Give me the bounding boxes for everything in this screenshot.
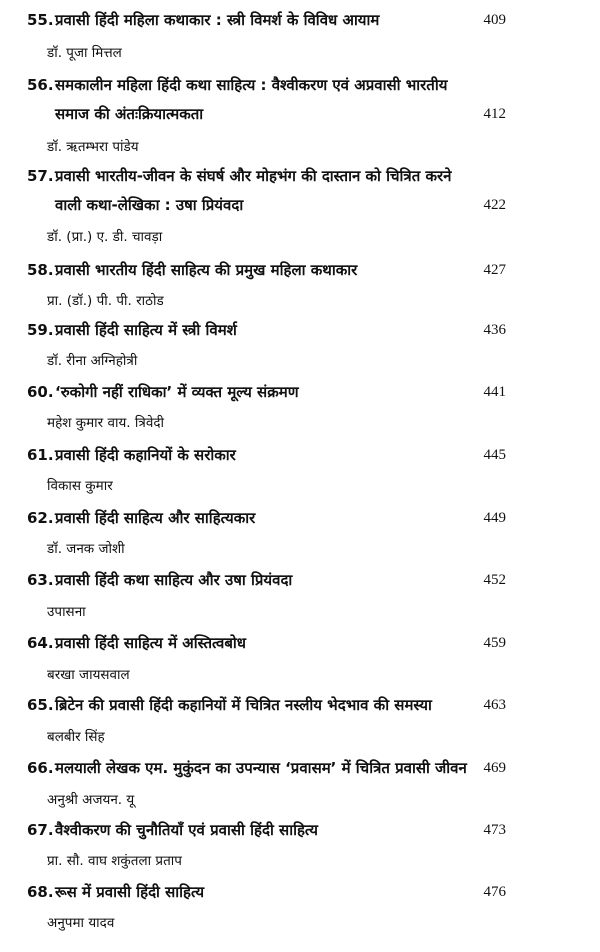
- entry-title-text: प्रवासी हिंदी साहित्य में स्त्री विमर्श: [55, 321, 237, 339]
- entry-title: [27, 508, 497, 528]
- page-number: 412: [483, 106, 506, 122]
- entry-title-text: ‘रुकोगी नहीं राधिका’ में व्यक्त मूल्य संक्रमण: [55, 383, 299, 401]
- entry-title: [27, 166, 497, 186]
- entry-title-text: वैश्वीकरण की चुनौतियाँ एवं प्रवासी हिंदी साहित्य: [55, 821, 318, 839]
- entry-number: 61.: [27, 446, 54, 464]
- entry-title: [27, 570, 497, 590]
- entry-title: [27, 10, 497, 30]
- entry-author: डॉ. जनक जोशी: [47, 541, 125, 557]
- entry-title: [27, 758, 497, 778]
- entry-number: 68.: [27, 883, 54, 901]
- entry-title: [27, 820, 497, 840]
- entry-author: विकास कुमार: [47, 478, 113, 494]
- entry-title: [27, 382, 497, 402]
- entry-number: 67.: [27, 821, 54, 839]
- entry-title-text: समकालीन महिला हिंदी कथा साहित्य : वैश्वीकरण एवं अप्रवासी भारतीय: [55, 76, 448, 94]
- entry-title-text: ब्रिटेन की प्रवासी हिंदी कहानियों में चित्रित नस्लीय भेदभाव की समस्या: [55, 696, 432, 714]
- page-number: 459: [483, 635, 506, 651]
- entry-number: 55.: [27, 11, 54, 29]
- entry-author: अनुपमा यादव: [47, 915, 115, 931]
- entry-author: प्रा. सौ. वाघ शकुंतला प्रताप: [47, 853, 182, 869]
- entry-author: डॉ. रीना अग्निहोत्री: [47, 353, 138, 369]
- entry-number: 60.: [27, 383, 54, 401]
- entry-author: अनुश्री अजयन. यू: [47, 792, 135, 808]
- entry-title-text: प्रवासी हिंदी साहित्य और साहित्यकार: [55, 509, 256, 527]
- entry-author: महेश कुमार वाय. त्रिवेदी: [47, 415, 164, 431]
- entry-title: [27, 695, 497, 715]
- entry-number: 59.: [27, 321, 54, 339]
- entry-author: डॉ. ऋतम्भरा पांडेय: [47, 139, 139, 155]
- entry-number: 66.: [27, 759, 54, 777]
- entry-author: बरखा जायसवाल: [47, 667, 130, 683]
- entry-title-text: प्रवासी भारतीय-जीवन के संघर्ष और मोहभंग की दास्तान को चित्रित करने: [55, 167, 452, 185]
- entry-title-continued: समाज की अंतःक्रियात्मकता: [55, 105, 204, 123]
- entry-title-text: प्रवासी हिंदी कथा साहित्य और उषा प्रियंवदा: [55, 571, 293, 589]
- page-number: 427: [483, 262, 506, 278]
- entry-title: [27, 445, 497, 465]
- page-number: 452: [483, 572, 506, 588]
- page-number: 422: [483, 197, 506, 213]
- entry-number: 65.: [27, 696, 54, 714]
- entry-author: डॉ. (प्रा.) ए. डी. चावड़ा: [47, 229, 163, 245]
- entry-number: 57.: [27, 167, 54, 185]
- entry-title: [27, 882, 497, 902]
- entry-author: डॉ. पूजा मित्तल: [47, 45, 122, 61]
- page-number: 473: [483, 822, 506, 838]
- entry-title: [27, 633, 497, 653]
- entry-author: उपासना: [47, 604, 86, 620]
- entry-title-text: प्रवासी हिंदी कहानियों के सरोकार: [55, 446, 236, 464]
- page-number: 449: [483, 510, 506, 526]
- entry-title: [27, 75, 497, 95]
- entry-title-text: प्रवासी हिंदी महिला कथाकार : स्त्री विमर्श के विविध आयाम: [55, 11, 380, 29]
- page-number: 445: [483, 447, 506, 463]
- entry-author: बलबीर सिंह: [47, 729, 105, 745]
- entry-number: 63.: [27, 571, 54, 589]
- entry-title-continued: वाली कथा-लेखिका : उषा प्रियंवदा: [55, 196, 244, 214]
- entry-number: 62.: [27, 509, 54, 527]
- page-number: 436: [483, 322, 506, 338]
- entry-title-text: प्रवासी हिंदी साहित्य में अस्तित्वबोध: [55, 634, 246, 652]
- entry-number: 56.: [27, 76, 54, 94]
- entry-number: 58.: [27, 261, 54, 279]
- page-number: 469: [483, 760, 506, 776]
- entry-title-text: प्रवासी भारतीय हिंदी साहित्य की प्रमुख महिला कथाकार: [55, 261, 358, 279]
- entry-title-text: मलयाली लेखक एम. मुकुंदन का उपन्यास ‘प्रवासम’ में चित्रित प्रवासी जीवन: [55, 759, 467, 777]
- entry-title: [27, 260, 497, 280]
- page-number: 476: [483, 884, 506, 900]
- page-number: 463: [483, 697, 506, 713]
- page-number: 409: [483, 12, 506, 28]
- page-number: 441: [483, 384, 506, 400]
- entry-number: 64.: [27, 634, 54, 652]
- entry-title: [27, 320, 497, 340]
- entry-author: प्रा. (डॉ.) पी. पी. राठोड: [47, 293, 164, 309]
- entry-title-text: रूस में प्रवासी हिंदी साहित्य: [55, 883, 205, 901]
